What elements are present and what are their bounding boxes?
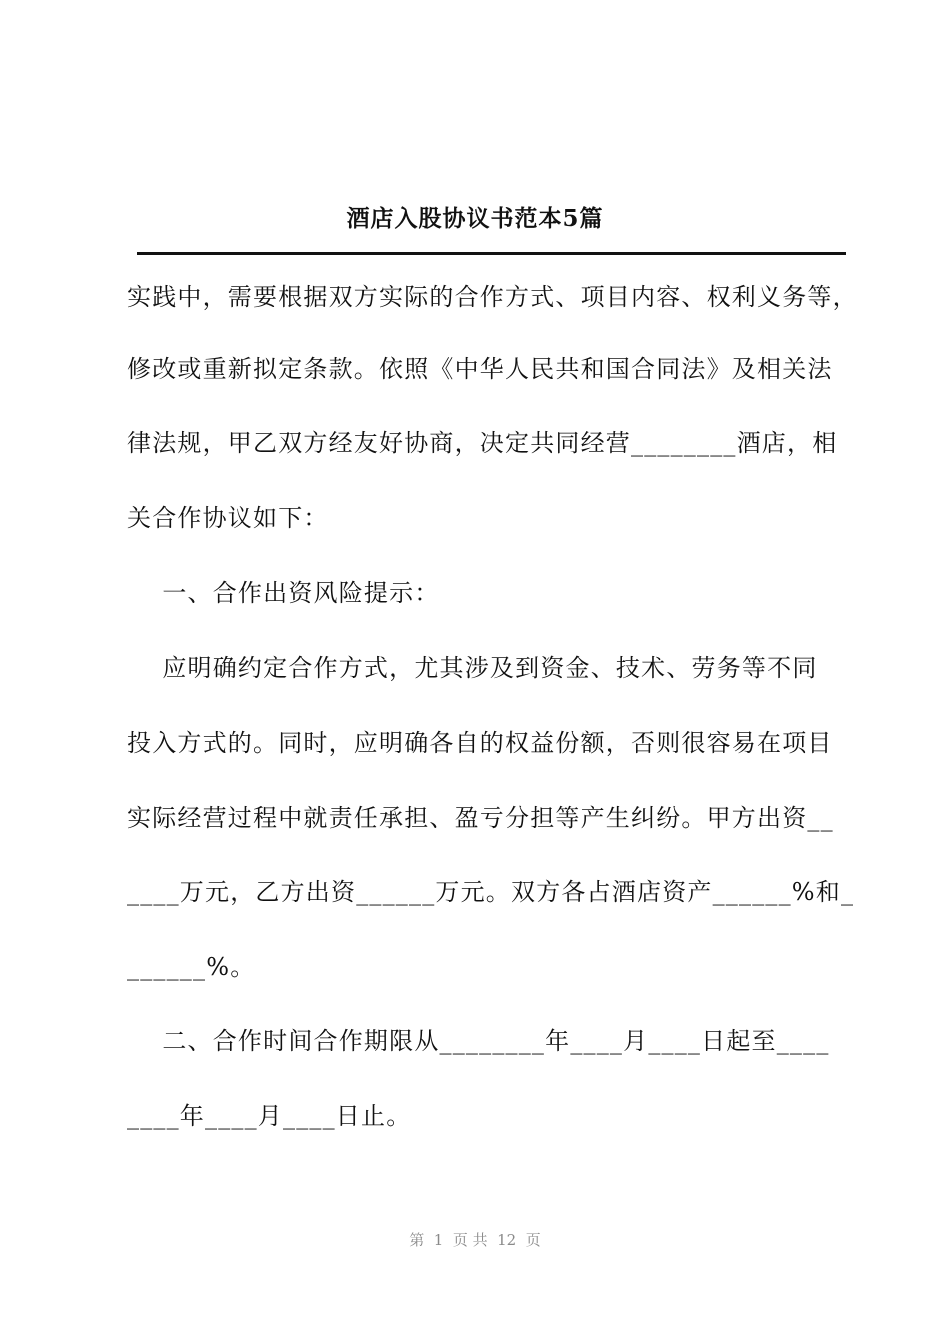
body-line-8: 实际经营过程中就责任承担、盈亏分担等产生纠纷。甲方出资__ <box>127 804 834 832</box>
page-number-footer: 第 1 页 共 12 页 <box>409 1231 541 1249</box>
body-line-2: 修改或重新拟定条款。依照《中华人民共和国合同法》及相关法 <box>127 355 833 383</box>
section-heading-1: 一、合作出资风险提示： <box>127 579 440 607</box>
document-title: 酒店入股协议书范本5篇 <box>346 205 604 232</box>
body-line-10: ______%。 <box>127 953 256 981</box>
body-line-3: 律法规，甲乙双方经友好协商，决定共同经营________酒店，相 <box>127 429 838 457</box>
body-line-6: 应明确约定合作方式，尤其涉及到资金、技术、劳务等不同 <box>127 654 818 682</box>
body-line-1: 实践中，需要根据双方实际的合作方式、项目内容、权利义务等， <box>127 283 858 311</box>
body-line-7: 投入方式的。同时，应明确各自的权益份额，否则很容易在项目 <box>127 729 833 757</box>
title-underline <box>137 252 846 255</box>
body-line-9: ____万元，乙方出资______万元。双方各占酒店资产______%和_ <box>127 878 855 906</box>
body-line-4: 关合作协议如下： <box>127 504 329 532</box>
section-heading-2: 二、合作时间合作期限从________年____月____日起至____ <box>127 1027 830 1055</box>
body-line-12: ____年____月____日止。 <box>127 1102 412 1130</box>
